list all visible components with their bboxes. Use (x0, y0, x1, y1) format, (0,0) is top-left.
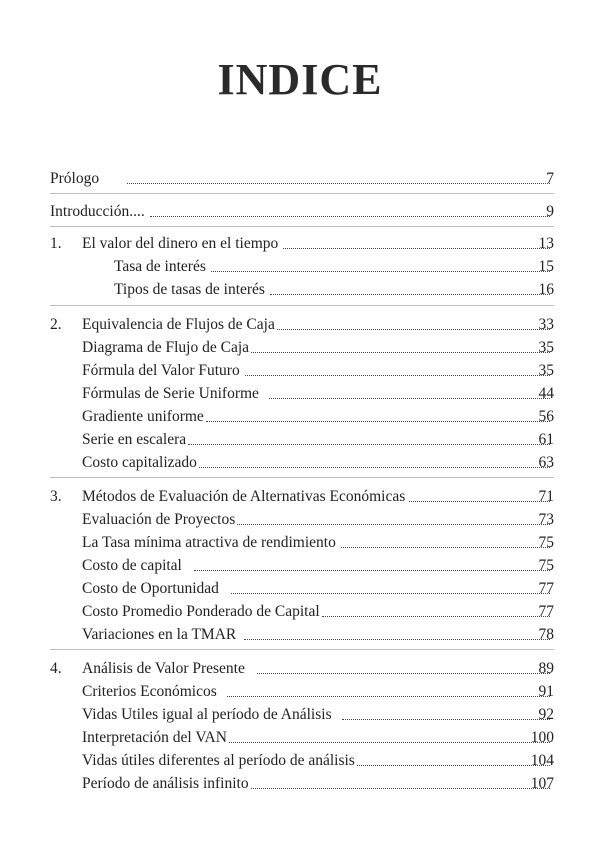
toc-entry-label: Fórmula del Valor Futuro (82, 362, 240, 379)
toc-entry[interactable] (82, 358, 554, 380)
toc-entry[interactable] (82, 656, 554, 678)
toc-entry-page: 15 (538, 258, 554, 275)
toc-entry-label: Serie en escalera (82, 431, 187, 448)
toc-entry-page: 13 (538, 235, 554, 252)
dot-leader (229, 741, 550, 743)
toc-entry-label: Introducción.... (50, 203, 145, 220)
toc-entry-label: Diagrama de Flujo de Caja (82, 339, 250, 356)
dot-leader (245, 374, 550, 376)
toc-entry[interactable] (82, 530, 554, 552)
toc-entry[interactable] (82, 312, 554, 334)
section-number: 2. (50, 316, 62, 333)
toc-entry-page: 77 (538, 580, 554, 597)
toc-entry-page: 92 (538, 706, 554, 723)
toc-entry[interactable] (82, 576, 554, 598)
toc-entry-page: 75 (538, 534, 554, 551)
toc-entry[interactable] (82, 748, 554, 770)
toc-entry-label: Costo capitalizado (82, 454, 197, 471)
toc-entry-label: Costo de Oportunidad (82, 580, 219, 597)
toc-entry-label: Costo Promedio Ponderado de Capital (82, 603, 320, 620)
divider (50, 226, 554, 227)
dot-leader (237, 523, 550, 525)
toc-entry-page: 16 (538, 281, 554, 298)
toc-entry[interactable] (82, 450, 554, 472)
toc-entry-page: 104 (530, 752, 554, 769)
toc-entry-page: 71 (538, 488, 554, 505)
toc-entry-label: Análisis de Valor Presente (82, 660, 245, 677)
dot-leader (251, 787, 550, 789)
toc-entry[interactable] (82, 771, 554, 793)
toc-entry-label: Variaciones en la TMAR (82, 626, 237, 643)
dot-leader (206, 420, 550, 422)
toc-entry-page: 35 (538, 362, 554, 379)
toc-entry-label: Gradiente uniforme (82, 408, 204, 425)
toc-entry[interactable] (114, 254, 554, 276)
toc-entry-page: 89 (538, 660, 554, 677)
toc-entry[interactable] (82, 381, 554, 403)
toc-entry-label: Vidas útiles diferentes al período de análisis (82, 752, 355, 769)
divider (50, 477, 554, 478)
toc-entry-page: 56 (538, 408, 554, 425)
toc-entry-page: 91 (538, 683, 554, 700)
toc-entry-label: Vidas Utiles igual al período de Análisis (82, 706, 332, 723)
toc-entry-page: 9 (546, 203, 554, 220)
toc-entry-page: 7 (546, 170, 554, 187)
toc-entry[interactable] (82, 553, 554, 575)
dot-leader (227, 695, 550, 697)
toc-entry-label: Métodos de Evaluación de Alternativas Económicas (82, 488, 406, 505)
toc-entry[interactable] (82, 427, 554, 449)
page-title: INDICE (217, 55, 383, 104)
dot-leader (127, 182, 550, 184)
toc-entry-page: 33 (538, 316, 554, 333)
section-number: 4. (50, 660, 62, 677)
divider (50, 305, 554, 306)
toc-entry-label: Criterios Económicos (82, 683, 217, 700)
dot-leader (188, 443, 550, 445)
toc-entry-page: 78 (538, 626, 554, 643)
toc-entry[interactable] (82, 484, 554, 506)
toc-entry[interactable] (82, 404, 554, 426)
toc-entry-page: 100 (530, 729, 554, 746)
dot-leader (283, 247, 550, 249)
dot-leader (277, 328, 550, 330)
toc-entry[interactable] (50, 166, 554, 188)
toc-entry-label: Tasa de interés (114, 258, 206, 275)
dot-leader (244, 638, 550, 640)
toc-entry-page: 107 (530, 775, 554, 792)
toc-entry-label: Equivalencia de Flujos de Caja (82, 316, 275, 333)
dot-leader (150, 215, 550, 217)
dot-leader (199, 466, 550, 468)
toc-entry-label: Fórmulas de Serie Uniforme (82, 385, 259, 402)
toc-entry-label: Evaluación de Proyectos (82, 511, 236, 528)
dot-leader (194, 569, 550, 571)
toc-entry-label: El valor del dinero en el tiempo (82, 235, 279, 252)
toc-entry[interactable] (82, 335, 554, 357)
toc-entry-page: 75 (538, 557, 554, 574)
toc-entry-label: La Tasa mínima atractiva de rendimiento (82, 534, 336, 551)
toc-entry-page: 77 (538, 603, 554, 620)
toc-entry-page: 73 (538, 511, 554, 528)
toc-entry[interactable] (82, 507, 554, 529)
toc-entry-page: 63 (538, 454, 554, 471)
toc-entry[interactable] (114, 277, 554, 299)
dot-leader (269, 397, 550, 399)
toc-entry[interactable] (82, 231, 554, 253)
divider (50, 649, 554, 650)
section-number: 3. (50, 488, 62, 505)
toc-entry[interactable] (82, 702, 554, 724)
toc-entry-page: 61 (538, 431, 554, 448)
toc-entry-page: 35 (538, 339, 554, 356)
dot-leader (251, 351, 550, 353)
toc-entry-page: 44 (538, 385, 554, 402)
dot-leader (211, 270, 550, 272)
toc-entry-label: Período de análisis infinito (82, 775, 249, 792)
toc-entry-label: Tipos de tasas de interés (114, 281, 265, 298)
dot-leader (270, 293, 550, 295)
toc-entry[interactable] (82, 679, 554, 701)
dot-leader (257, 672, 550, 674)
section-number: 1. (50, 235, 62, 252)
toc-entry[interactable] (82, 622, 554, 644)
toc-entry-label: Interpretación del VAN (82, 729, 227, 746)
toc-entry-label: Costo de capital (82, 557, 182, 574)
divider (50, 193, 554, 194)
toc-entry[interactable] (82, 725, 554, 747)
dot-leader (231, 592, 550, 594)
toc-entry[interactable] (50, 199, 554, 221)
toc-entry-label: Prólogo (50, 170, 100, 187)
toc-entry[interactable] (82, 599, 554, 621)
